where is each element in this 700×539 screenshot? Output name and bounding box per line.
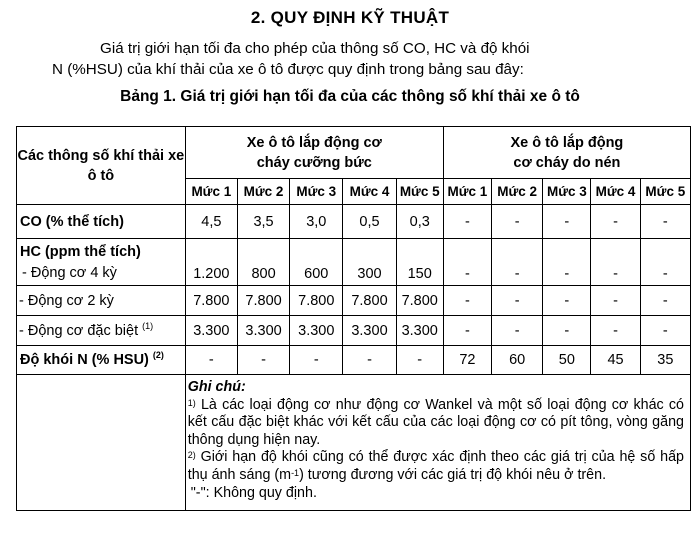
table-cell: - bbox=[591, 316, 640, 346]
row-label-special: - Động cơ đặc biệt $^{(1)}$ bbox=[17, 316, 186, 346]
intro-line-1: Giá trị giới hạn tối đa cho phép của thông số CO, HC và độ khói bbox=[100, 40, 530, 57]
table-cell: - bbox=[640, 205, 690, 239]
table-cell: 3.300 bbox=[290, 316, 343, 346]
notes-row bbox=[17, 375, 691, 511]
table-cell: 45 bbox=[591, 346, 640, 375]
table-cell: - bbox=[290, 346, 343, 375]
footnote-ref-1: (1) bbox=[142, 320, 154, 331]
table-cell: - bbox=[543, 205, 591, 239]
table-row-hc-4-stroke bbox=[17, 239, 691, 286]
emission-limits-table bbox=[16, 126, 691, 511]
row-label-smoke: Độ khói N (% HSU) $^{(2)}$ bbox=[17, 346, 186, 375]
table-cell: 3.300 bbox=[237, 316, 289, 346]
table-cell: 1.200 bbox=[185, 239, 237, 286]
table-row-hc-2-stroke bbox=[17, 286, 691, 316]
footnote-ref-2: (2) bbox=[152, 350, 164, 360]
table-cell: - bbox=[443, 286, 491, 316]
level-header: Mức 3 bbox=[290, 179, 343, 205]
table-cell: 7.800 bbox=[290, 286, 343, 316]
table-row-co bbox=[17, 205, 691, 239]
row-label-two-stroke: - Động cơ 2 kỳ bbox=[17, 286, 186, 316]
four-stroke-label: - Động cơ 4 kỳ bbox=[22, 265, 117, 281]
level-header: Mức 4 bbox=[591, 179, 640, 205]
intro-line-2: N (%HSU) của khí thải của xe ô tô được quy định trong bảng sau đây: bbox=[52, 61, 524, 78]
section-heading: 2. QUY ĐỊNH KỸ THUẬT bbox=[250, 8, 450, 27]
param-header: Các thông số khí thải xe ô tô bbox=[17, 127, 186, 205]
table-cell: 7.800 bbox=[343, 286, 396, 316]
table-cell: 50 bbox=[543, 346, 591, 375]
row-label-co: CO (% thể tích) bbox=[17, 205, 186, 239]
table-cell: - bbox=[640, 316, 690, 346]
notes-left-cell bbox=[17, 375, 186, 511]
table-cell: 7.800 bbox=[185, 286, 237, 316]
table-cell: - bbox=[443, 239, 491, 286]
level-header: Mức 1 bbox=[185, 179, 237, 205]
note-1: $^{1)}$ Là các loại động cơ như động cơ Wankel và một số loại động cơ khác có kết cấu đặc biệt khác với kết cấu của các loại động cơ có pít tông, vòng găng thông dụng hiện nay. bbox=[187, 396, 684, 448]
notes-cell bbox=[185, 375, 690, 511]
note-3: "-": Không quy định. bbox=[190, 484, 317, 501]
table-cell: - bbox=[185, 346, 237, 375]
table-cell: 3,5 bbox=[237, 205, 289, 239]
note-2: $^{2)}$ Giới hạn độ khói cũng có thể được xác định theo các giá trị của hệ số hấp thụ ánh sáng $(m^{-1})$ tương đương với các giá trị độ khói nêu ở trên. bbox=[187, 449, 684, 483]
table-cell: 3.300 bbox=[185, 316, 237, 346]
table-cell: 72 bbox=[443, 346, 491, 375]
level-header: Mức 3 bbox=[543, 179, 591, 205]
table-cell: 3.300 bbox=[396, 316, 443, 346]
table-cell: - bbox=[492, 205, 543, 239]
table-cell: - bbox=[443, 205, 491, 239]
table-cell: 600 bbox=[290, 239, 343, 286]
table-cell: 800 bbox=[237, 239, 289, 286]
level-header: Mức 1 bbox=[443, 179, 491, 205]
table-row-smoke bbox=[17, 346, 691, 375]
hc-label: HC (ppm thể tích) bbox=[20, 244, 141, 260]
level-header: Mức 2 bbox=[492, 179, 543, 205]
table-cell: 7.800 bbox=[237, 286, 289, 316]
table-caption: Bảng 1. Giá trị giới hạn tối đa của các thông số khí thải xe ô tô bbox=[120, 88, 580, 105]
table-cell: 35 bbox=[640, 346, 690, 375]
table-cell: - bbox=[591, 239, 640, 286]
table-cell: 3.300 bbox=[343, 316, 396, 346]
table-cell: 300 bbox=[343, 239, 396, 286]
table-cell: - bbox=[543, 286, 591, 316]
table-cell: - bbox=[237, 346, 289, 375]
table-cell: - bbox=[591, 286, 640, 316]
table-cell: - bbox=[591, 205, 640, 239]
table-cell: - bbox=[492, 286, 543, 316]
level-header: Mức 2 bbox=[237, 179, 289, 205]
table-cell: - bbox=[492, 316, 543, 346]
table-row-hc-special bbox=[17, 316, 691, 346]
group2-header: Xe ô tô lắp động cơ cháy do nén bbox=[443, 127, 690, 179]
level-header: Mức 5 bbox=[640, 179, 690, 205]
table-cell: 3,0 bbox=[290, 205, 343, 239]
table-cell: 4,5 bbox=[185, 205, 237, 239]
table-cell: 60 bbox=[492, 346, 543, 375]
level-header: Mức 5 bbox=[396, 179, 443, 205]
table-cell: - bbox=[396, 346, 443, 375]
notes-title: Ghi chú: bbox=[187, 379, 246, 395]
table-cell: 7.800 bbox=[396, 286, 443, 316]
table-cell: - bbox=[443, 316, 491, 346]
table-cell: - bbox=[543, 239, 591, 286]
table-cell: - bbox=[343, 346, 396, 375]
table-cell: - bbox=[640, 286, 690, 316]
table-cell: - bbox=[640, 239, 690, 286]
table-cell: 0,5 bbox=[343, 205, 396, 239]
level-header: Mức 4 bbox=[343, 179, 396, 205]
header-row bbox=[17, 127, 691, 179]
table-cell: 0,3 bbox=[396, 205, 443, 239]
table-cell: 150 bbox=[396, 239, 443, 286]
group1-header: Xe ô tô lắp động cơ cháy cưỡng bức bbox=[185, 127, 443, 179]
table-cell: - bbox=[543, 316, 591, 346]
row-label-hc bbox=[17, 239, 186, 286]
table-cell: - bbox=[492, 239, 543, 286]
